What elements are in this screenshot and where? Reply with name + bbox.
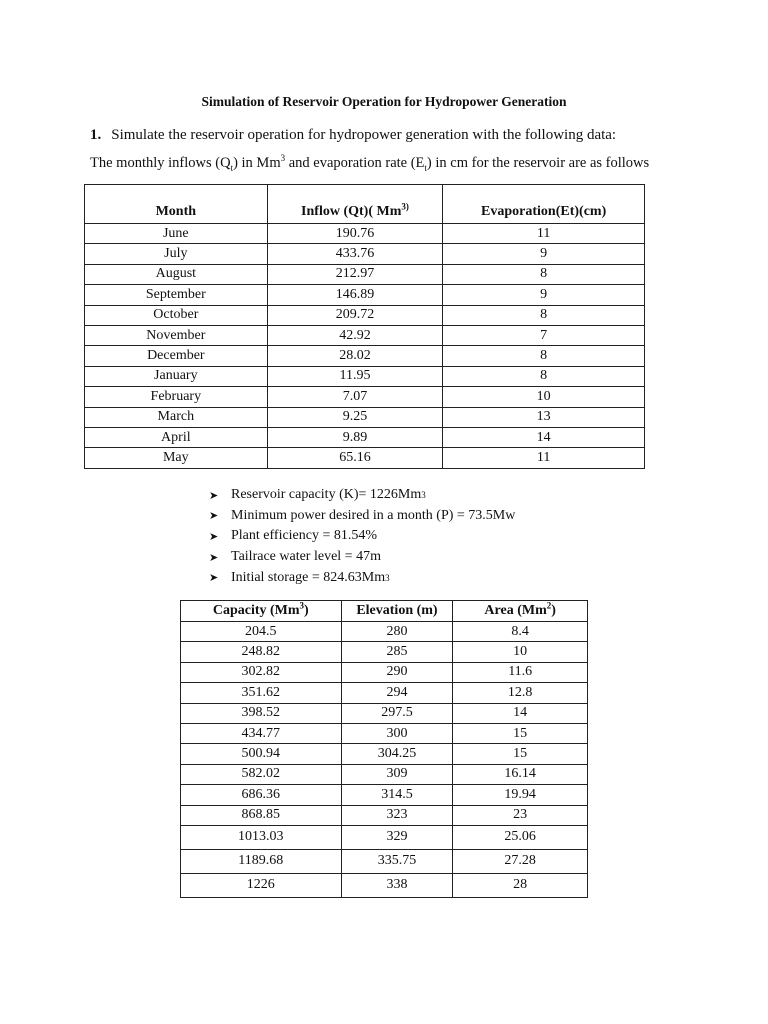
table-row: [85, 366, 645, 386]
document-title: Simulation of Reservoir Operation for Hydropower Generation: [201, 94, 567, 109]
table-cell: 11: [443, 448, 645, 468]
table-cell: 323: [341, 805, 453, 825]
table-cell: 294: [341, 683, 453, 703]
header-area-sup: 2: [546, 600, 552, 611]
table-row: [181, 825, 588, 849]
table-cell: 868.85: [181, 805, 342, 825]
table-cell: June: [85, 224, 268, 244]
table-cell: 190.76: [267, 224, 443, 244]
intro-part: The monthly inflows (Q: [90, 155, 231, 171]
intro-subscript: t: [230, 162, 234, 173]
table-cell: May: [85, 448, 268, 468]
header-inflow: [267, 185, 443, 224]
table-cell: 9: [443, 244, 645, 264]
table-row: [181, 723, 588, 743]
parameter-text: Reservoir capacity (K)= 1226Mm: [231, 487, 422, 503]
table-cell: 42.92: [267, 325, 443, 345]
table-cell: 65.16: [267, 448, 443, 468]
table-row: [181, 785, 588, 805]
table-cell: 8: [443, 346, 645, 366]
table-cell: 300: [341, 723, 453, 743]
parameter-text: Initial storage = 824.63Mm: [231, 569, 386, 585]
header-capacity: [181, 601, 342, 622]
table-row: [181, 683, 588, 703]
table-cell: August: [85, 264, 268, 284]
table-cell: 1189.68: [181, 849, 342, 873]
table-cell: 19.94: [453, 785, 588, 805]
table-cell: 9.89: [267, 427, 443, 447]
table-cell: 314.5: [341, 785, 453, 805]
table-cell: 25.06: [453, 825, 588, 849]
table-row: [85, 244, 645, 264]
table-row: [85, 407, 645, 427]
header-capacity-label: Capacity (Mm: [212, 603, 300, 618]
table-cell: 285: [341, 642, 453, 662]
table-row: [85, 264, 645, 284]
table-cell: 212.97: [267, 264, 443, 284]
table-cell: 433.76: [267, 244, 443, 264]
parameter-item: [209, 506, 515, 527]
table-row: [181, 744, 588, 764]
header-elevation: Elevation (m): [341, 601, 453, 622]
parameter-item: ➤ Reservoir capacity (K)= 1226Mm 3: [209, 487, 426, 503]
table-cell: 500.94: [181, 744, 342, 764]
capacity-elevation-area-table: [180, 600, 588, 898]
table-cell: 8: [443, 366, 645, 386]
table-cell: April: [85, 427, 268, 447]
table-cell: 204.5: [181, 622, 342, 642]
table-cell: February: [85, 387, 268, 407]
table-row: [181, 662, 588, 682]
table-cell: 398.52: [181, 703, 342, 723]
header-capacity-close: ): [304, 603, 309, 618]
intro-subscript: t: [424, 162, 427, 173]
table-cell: 248.82: [181, 642, 342, 662]
header-inflow-sup: 3): [401, 201, 409, 212]
table-cell: November: [85, 325, 268, 345]
table-cell: January: [85, 366, 268, 386]
table-cell: 686.36: [181, 785, 342, 805]
intro-part: ) in Mm: [233, 155, 281, 171]
arrow-bullet-icon: ➤: [209, 530, 219, 543]
table-cell: October: [85, 305, 268, 325]
table-cell: 28: [453, 873, 588, 897]
arrow-bullet-icon: ➤: [209, 551, 219, 564]
header-month: Month: [85, 185, 268, 224]
header-capacity-sup: 3: [299, 600, 305, 611]
question-line: [90, 127, 616, 144]
inflow-evaporation-table: [84, 184, 645, 469]
table-cell: 27.28: [453, 849, 588, 873]
table-row: [85, 325, 645, 345]
parameter-text: Tailrace water level = 47m: [231, 549, 381, 565]
table-cell: 1226: [181, 873, 342, 897]
table-cell: 290: [341, 662, 453, 682]
table-cell: 8: [443, 264, 645, 284]
parameter-list: [209, 485, 515, 588]
table-cell: 13: [443, 407, 645, 427]
table-cell: July: [85, 244, 268, 264]
table-cell: 8.4: [453, 622, 588, 642]
table-cell: 14: [443, 427, 645, 447]
table-row: [181, 764, 588, 784]
table-cell: 329: [341, 825, 453, 849]
table-cell: 15: [453, 744, 588, 764]
table-row: [85, 285, 645, 305]
arrow-bullet-icon: ➤: [209, 489, 219, 502]
table-cell: 7: [443, 325, 645, 345]
table-cell: 7.07: [267, 387, 443, 407]
table-cell: 28.02: [267, 346, 443, 366]
table-cell: 15: [453, 723, 588, 743]
table-cell: 434.77: [181, 723, 342, 743]
table-row: [85, 427, 645, 447]
table-row: [85, 387, 645, 407]
intro-part: ) in cm for the reservoir are as follows: [426, 155, 650, 171]
table-row: [85, 305, 645, 325]
header-evaporation: Evaporation(Et)(cm): [443, 185, 645, 224]
table-cell: December: [85, 346, 268, 366]
table-row: [85, 448, 645, 468]
question-number: 1.: [90, 127, 102, 143]
table-cell: 10: [443, 387, 645, 407]
table-cell: 351.62: [181, 683, 342, 703]
arrow-bullet-icon: ➤: [209, 572, 219, 585]
table-intro-text: [90, 155, 649, 172]
table-cell: 582.02: [181, 764, 342, 784]
table-cell: 8: [443, 305, 645, 325]
table-cell: 335.75: [341, 849, 453, 873]
table-cell: 1013.03: [181, 825, 342, 849]
table-header-row: [85, 185, 645, 224]
table-cell: 10: [453, 642, 588, 662]
table-cell: 146.89: [267, 285, 443, 305]
parameter-text: Minimum power desired in a month (P) = 73.5Mw: [231, 507, 516, 523]
table-row: [181, 849, 588, 873]
table-row: [181, 873, 588, 897]
table-cell: 12.8: [453, 683, 588, 703]
table-cell: 302.82: [181, 662, 342, 682]
header-area-close: ): [551, 603, 556, 618]
table-row: [181, 805, 588, 825]
parameter-item: ➤ Initial storage = 824.63Mm 3: [209, 569, 390, 585]
arrow-bullet-icon: ➤: [209, 510, 219, 523]
table-row: [181, 642, 588, 662]
table-cell: 304.25: [341, 744, 453, 764]
table-header-row: [181, 601, 588, 622]
table-cell: 16.14: [453, 764, 588, 784]
table-cell: 338: [341, 873, 453, 897]
table-row: [85, 346, 645, 366]
table-cell: 11.6: [453, 662, 588, 682]
parameter-item: [209, 547, 515, 568]
table-row: [181, 703, 588, 723]
table-cell: 209.72: [267, 305, 443, 325]
table-cell: September: [85, 285, 268, 305]
table-cell: 309: [341, 764, 453, 784]
question-text: Simulate the reservoir operation for hydropower generation with the following data:: [111, 127, 617, 143]
table-row: [181, 622, 588, 642]
header-area-label: Area (Mm: [484, 603, 547, 618]
intro-superscript: 3: [280, 153, 286, 164]
intro-part: and evaporation rate (E: [285, 155, 425, 171]
table-cell: 14: [453, 703, 588, 723]
parameter-text: Plant efficiency = 81.54%: [231, 528, 378, 544]
header-area: [453, 601, 588, 622]
table-cell: 23: [453, 805, 588, 825]
table-cell: March: [85, 407, 268, 427]
parameter-item: [209, 526, 515, 547]
table-cell: 297.5: [341, 703, 453, 723]
table-cell: 9: [443, 285, 645, 305]
table-cell: 11.95: [267, 366, 443, 386]
table-row: [85, 224, 645, 244]
table-cell: 9.25: [267, 407, 443, 427]
header-inflow-label: Inflow (Qt)( Mm: [301, 204, 402, 219]
table-cell: 11: [443, 224, 645, 244]
table-cell: 280: [341, 622, 453, 642]
